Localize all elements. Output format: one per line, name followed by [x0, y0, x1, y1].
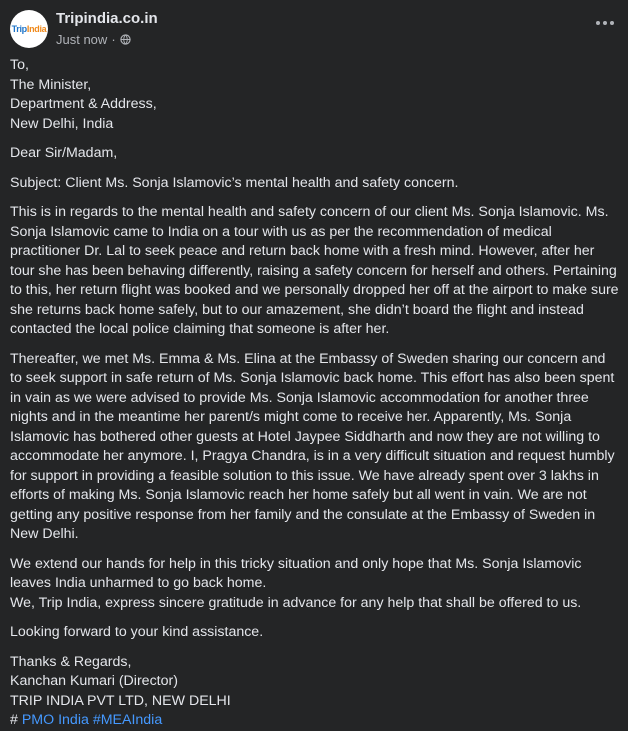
signature-line: Kanchan Kumari (Director)	[10, 673, 178, 689]
signature-line: TRIP INDIA PVT LTD, NEW DELHI	[10, 692, 231, 709]
address-line: New Delhi, India	[10, 115, 114, 132]
paragraph-3-line-1: We extend our hands for help in this tricky situation and only hope that Ms. Sonja Islamovic leaves India unharmed to go back home.	[10, 555, 582, 591]
hashtags-line	[10, 711, 620, 731]
paragraph-1: This is in regards to the mental health and safety concern of our client Ms. Sonja Islamovic. Ms. Sonja Islamovic came to India on a tour with us as per the recommendation of medical practitioner Dr. Lal to seek peace and return back home with a fresh mind. However, after her tour she has been behaving differently, raising a safety concern for herself and others. Pertaining to this, her return flight was booked and we personally dropped her off at the airport to make sure she returns back home safely, but to our amazement, she didn’t board the flight and instead contacted the local police claiming that someone is after her.	[10, 204, 619, 337]
salutation: Dear Sir/Madam,	[10, 145, 118, 161]
address-line: The Minister,	[10, 76, 92, 93]
globe-icon[interactable]	[120, 34, 131, 45]
post-header	[0, 0, 628, 56]
tripindia-logo	[12, 25, 47, 34]
post-timestamp[interactable]: Just now	[56, 32, 108, 47]
page-name-link[interactable]: Tripindia.co.in	[56, 10, 158, 27]
paragraph-3-line-2: We, Trip India, express sincere gratitude in advance for any help that shall be offered to us.	[10, 594, 582, 611]
dot	[610, 21, 614, 25]
hashtag-pmo-india[interactable]: PMO India	[21, 712, 89, 728]
post-body	[10, 56, 620, 731]
page-avatar[interactable]	[10, 10, 48, 48]
dot	[596, 21, 600, 25]
address-line: To,	[10, 57, 29, 73]
subject-line: Subject: Client Ms. Sonja Islamovic’s mental health and safety concern.	[10, 174, 459, 191]
closing-line: Looking forward to your kind assistance.	[10, 624, 264, 640]
dot	[603, 21, 607, 25]
signature-line: Thanks & Regards,	[10, 653, 132, 670]
hashtag-mea-india[interactable]: #MEAIndia	[92, 712, 163, 728]
meta-separator: ·	[111, 32, 116, 47]
logo-text-india: India	[26, 23, 47, 34]
post-meta	[56, 32, 131, 47]
address-line: Department & Address,	[10, 96, 157, 112]
more-options-icon[interactable]	[596, 20, 614, 26]
paragraph-2: Thereafter, we met Ms. Emma & Ms. Elina at the Embassy of Sweden sharing our concern and to seek support in safe return of Ms. Sonja Islamovic back home. This effort has also been spent in vain as we were advised to provide Ms. Sonja Islamovic accommodation for another three nights and in the meantime her parent/s might come to receive her. Apparently, Ms. Sonja Islamovic has bothered other guests at Hotel Jaypee Siddharth and now they are not willing to accommodate her anymore. I, Pragya Chandra, is in a very difficult situation and request humbly for support in providing a feasible solution to this issue. We have already spent over 3 lakhs in efforts of making Ms. Sonja Islamovic reach her home safely but all went in vain. We are not getting any positive response from her family and the consulate at the Embassy of Sweden in New Delhi.	[10, 350, 615, 542]
hashtag-prefix: #	[10, 712, 22, 728]
logo-text-trip: Trip	[11, 23, 27, 34]
